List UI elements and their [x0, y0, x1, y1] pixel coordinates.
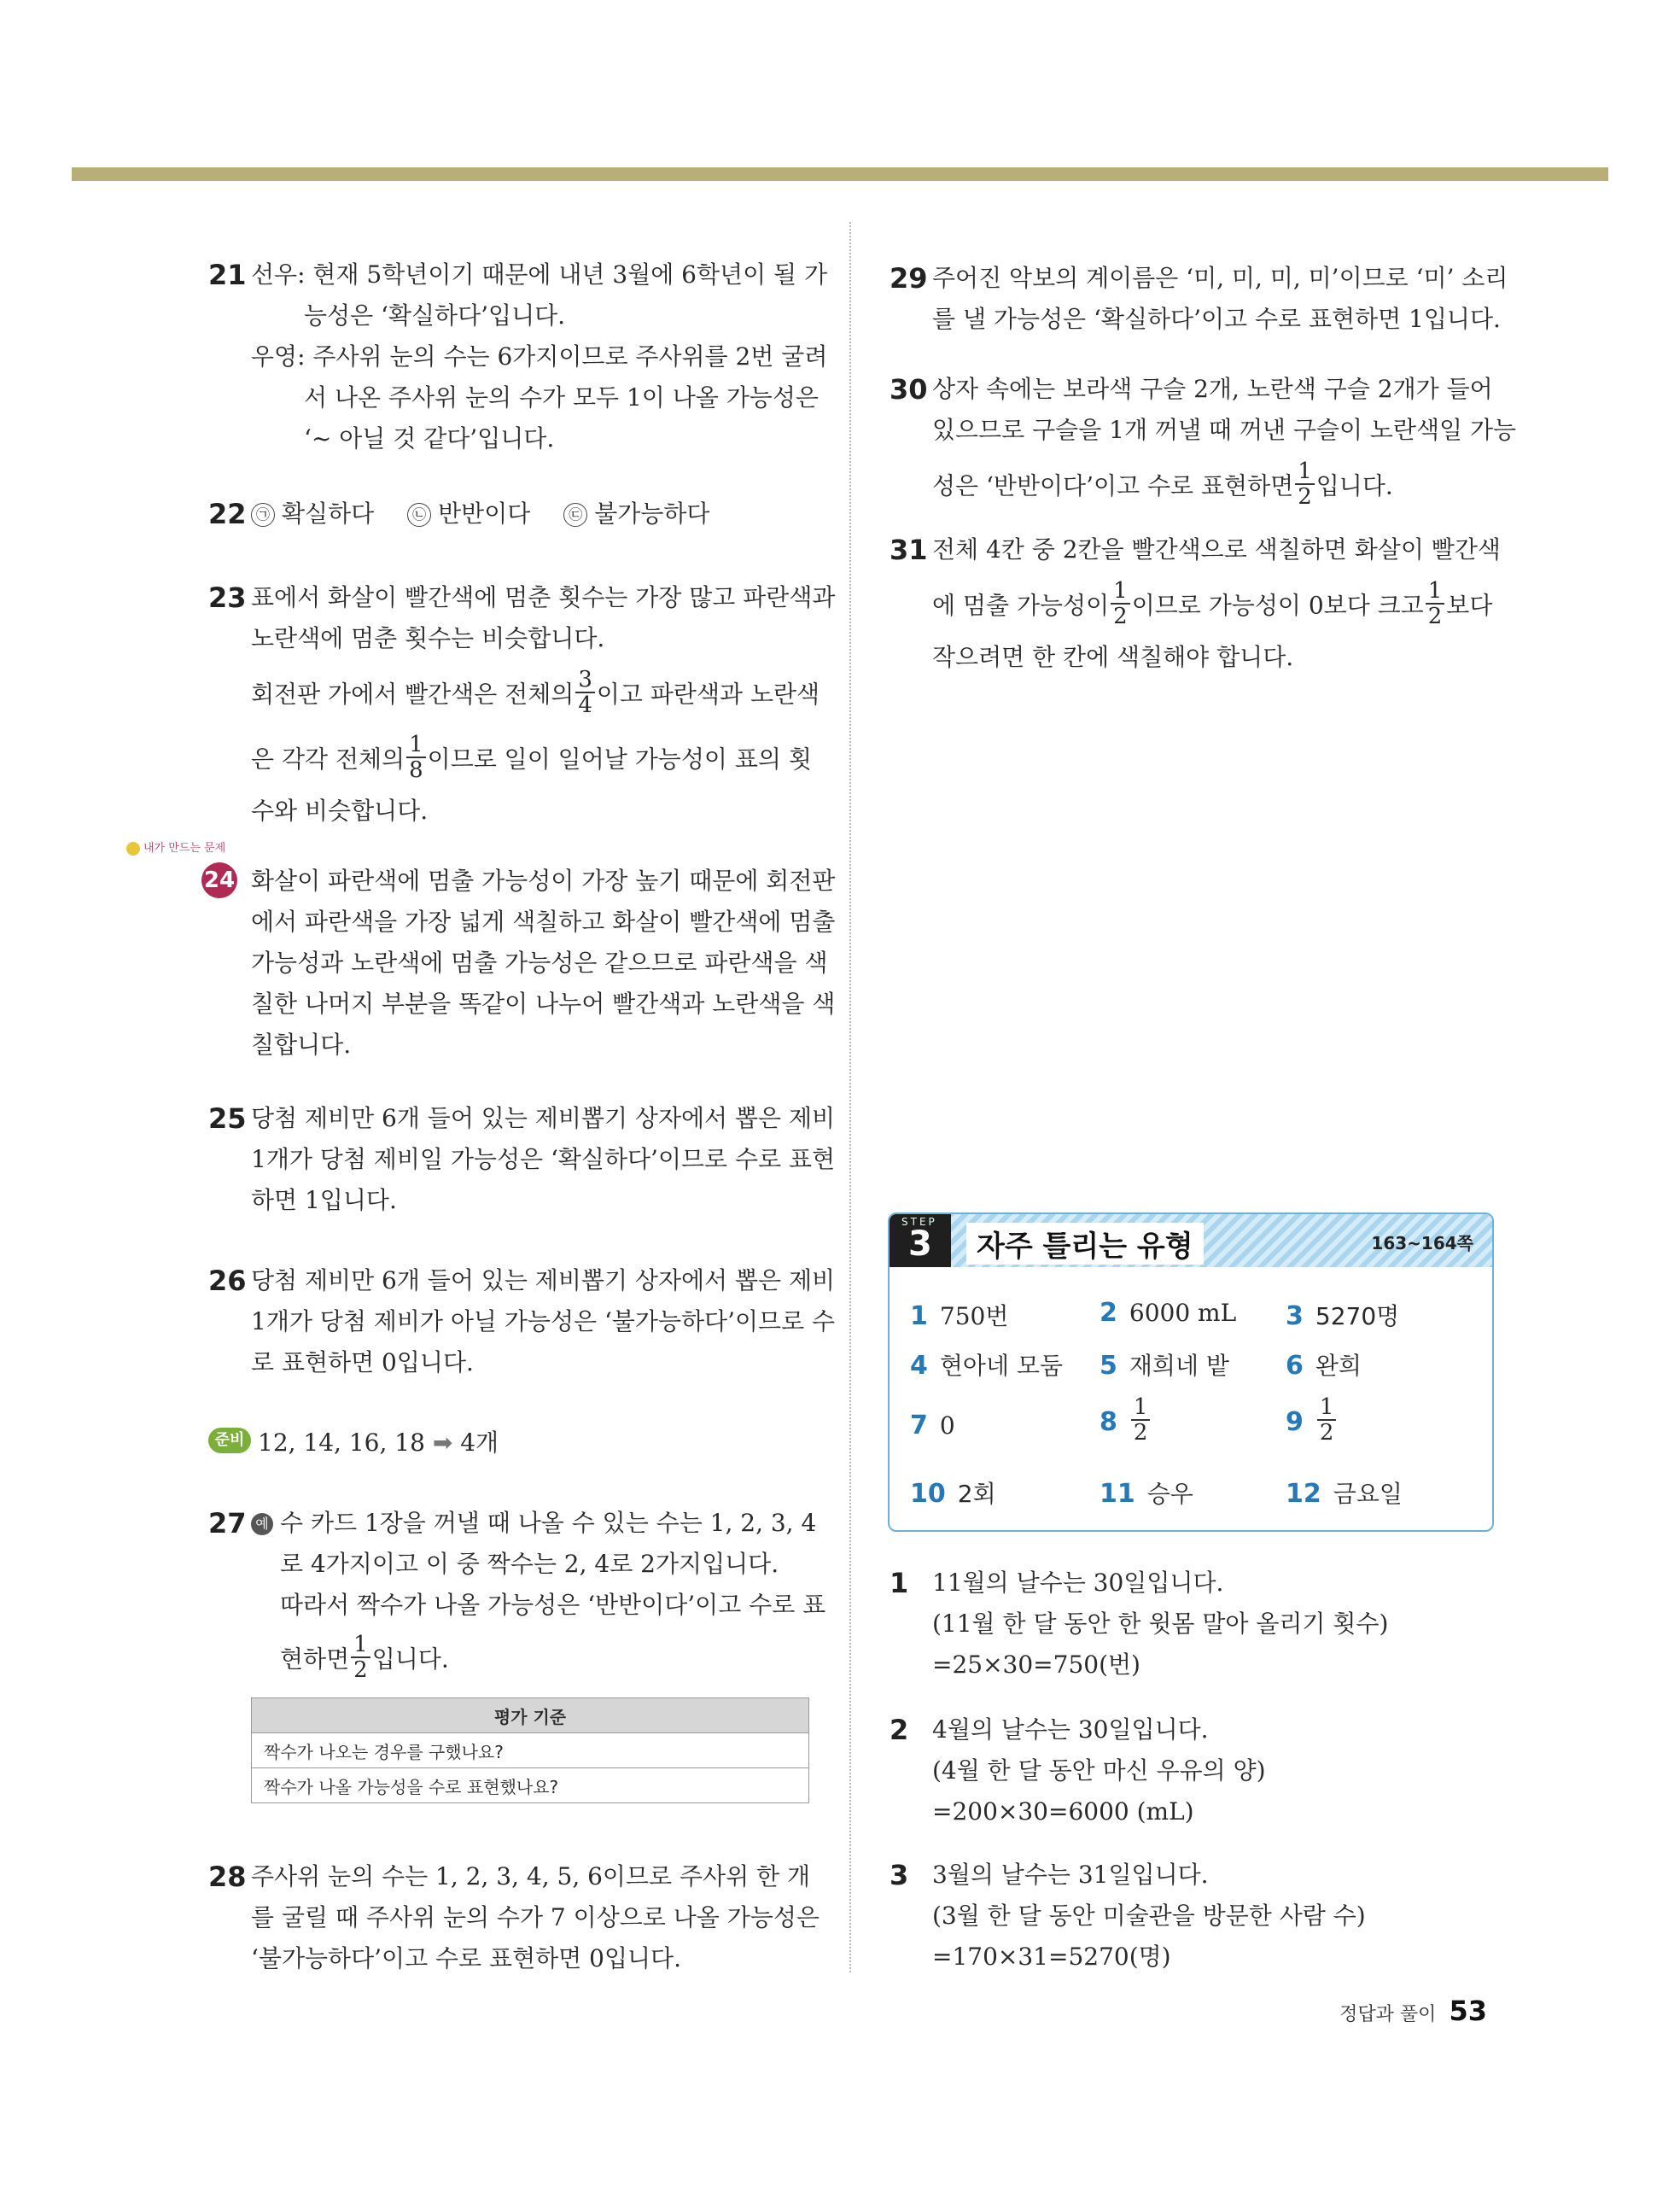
step-number: STEP 3	[890, 1214, 951, 1267]
answer-25: 25 당첨 제비만 6개 들어 있는 제비뽑기 상자에서 뽑은 제비 1개가 당첨 제비일 가능성은 ‘확실하다’이므로 수로 표현 하면 1입니다.	[208, 1102, 836, 1214]
fraction: $\frac{1}{2}$	[1317, 1395, 1337, 1445]
answer-22: 22 ㉠ 확실하다 ㉡ 반반이다 ㉢ 불가능하다	[208, 498, 710, 530]
answer-item: 5 재희네 밭	[1100, 1351, 1229, 1381]
question-badge: 24	[201, 862, 237, 898]
solution-3: 3 3월의 날수는 31일입니다. (3월 한 달 동안 미술관을 방문한 사람 수) =170×31=5270(명)	[890, 1859, 1366, 1971]
fraction: $\frac{1}{2}$	[351, 1633, 370, 1682]
step-pages: 163~164쪽	[1371, 1233, 1473, 1253]
step-title: 자주 틀리는 유형	[966, 1223, 1204, 1265]
page-footer	[1339, 1995, 1487, 2027]
answer-24: 24 화살이 파란색에 멈출 가능성이 가장 높기 때문에 회전판 에서 파란색을 가장 넓게 색칠하고 화살이 빨간색에 멈출 가능성과 노란색에 멈출 가능성은 같으므로 파란색을 색 칠한 나머지 부분을 똑같이 나누어 빨간색과 노란색을 색 칠합니다.	[208, 861, 835, 1066]
answer-item: 12 금요일	[1286, 1479, 1403, 1509]
junbi-badge: 준비	[208, 1428, 251, 1453]
example-badge: 예	[251, 1513, 273, 1535]
smile-icon	[126, 842, 140, 856]
criteria-row: 짝수가 나오는 경우를 구했나요?	[252, 1733, 809, 1768]
fraction: $\frac{3}{4}$	[575, 668, 595, 717]
junbi-answer: 준비 12, 14, 16, 18 ➡ 4개	[208, 1423, 499, 1464]
answer-item: 6 완희	[1286, 1351, 1362, 1381]
evaluation-criteria-table	[251, 1697, 809, 1803]
answer-21: 21 선우: 현재 5학년이기 때문에 내년 3월에 6학년이 될 가 능성은 ‘확실하다’입니다. 우영: 주사위 눈의 수는 6가지이므로 주사위를 2번 굴려 서 나온 주사위 눈의 수가 모두 1이 나올 가능성은 ‘~ 아닐 것 같다’입니다.	[208, 254, 827, 459]
answer-item: 2 6000 mL	[1100, 1298, 1237, 1328]
step3-answer-box	[888, 1212, 1494, 1532]
fraction: $\frac{1}{2}$	[1131, 1395, 1151, 1445]
answer-item: 1 750번	[910, 1301, 1009, 1331]
fraction: $\frac{1}{2}$	[1295, 459, 1315, 509]
answer-item: 10 2회	[910, 1479, 996, 1509]
fraction: $\frac{1}{2}$	[1111, 579, 1130, 628]
answer-item: 4 현아네 모둠	[910, 1351, 1064, 1381]
answer-27: 27 예 수 카드 1장을 꺼낼 때 나올 수 있는 수는 1, 2, 3, 4 로 4가지이고 이 중 짝수는 2, 4로 2가지입니다. 따라서 짝수가 나올 가능성은 ‘반반이다’이고 수로 표 현하면 $\frac{1}{2}$ 입니다.	[208, 1507, 826, 1683]
question-number: 21	[208, 259, 247, 291]
fraction: $\frac{1}{2}$	[1426, 579, 1445, 628]
fraction: $\frac{1}{8}$	[406, 733, 426, 782]
answer-item: 9 $\frac{1}{2}$	[1286, 1399, 1338, 1448]
answer-29: 29 주어진 악보의 계이름은 ‘미, 미, 미, 미’이므로 ‘미’ 소리 를 낼 가능성은 ‘확실하다’이고 수로 표현하면 1입니다.	[890, 262, 1508, 333]
criteria-header: 평가 기준	[252, 1698, 809, 1733]
footer-label: 정답과 풀이	[1339, 2004, 1437, 2025]
solution-2: 2 4월의 날수는 30일입니다. (4월 한 달 동안 마신 우유의 양) =200×30=6000 (mL)	[890, 1714, 1266, 1826]
answer-30: 30 상자 속에는 보라색 구슬 2개, 노란색 구슬 2개가 들어 있으므로 구슬을 1개 꺼낼 때 꺼낸 구슬이 노란색일 가능 성은 ‘반반이다’이고 수로 표현하면 $\frac{1}{2}$ 입니다.	[890, 373, 1517, 510]
answer-item: 8 $\frac{1}{2}$	[1100, 1399, 1152, 1448]
answer-item: 11 승우	[1100, 1479, 1193, 1509]
criteria-row: 짝수가 나올 가능성을 수로 표현했나요?	[252, 1768, 809, 1803]
step-header	[890, 1214, 1492, 1267]
answer-item: 3 5270명	[1286, 1301, 1400, 1331]
my-problem-mark: 내가 만드는 문제	[126, 838, 225, 856]
answer-28: 28 주사위 눈의 수는 1, 2, 3, 4, 5, 6이므로 주사위 한 개 를 굴릴 때 주사위 눈의 수가 7 이상으로 나올 가능성은 ‘불가능하다’이고 수로 표현하면 0입니다.	[208, 1861, 820, 1972]
solution-1: 1 11월의 날수는 30일입니다. (11월 한 달 동안 한 윗몸 말아 올리기 횟수) =25×30=750(번)	[890, 1567, 1389, 1679]
answer-26: 26 당첨 제비만 6개 들어 있는 제비뽑기 상자에서 뽑은 제비 1개가 당첨 제비가 아닐 가능성은 ‘불가능하다’이므로 수 로 표현하면 0입니다.	[208, 1265, 836, 1376]
answer-23: 23 표에서 화살이 빨간색에 멈춘 횟수는 가장 많고 파란색과 노란색에 멈춘 횟수는 비슷합니다. 회전판 가에서 빨간색은 전체의 $\frac{3}{4}$ 이고 파란색과 노란색 은 각각 전체의 $\frac{1}{8}$ 이므로 일이 일어날 가능성이 표의 횟 수와 비슷합니다.	[208, 581, 836, 825]
answer-item: 7 0	[910, 1411, 955, 1440]
answer-31: 31 전체 4칸 중 2칸을 빨간색으로 색칠하면 화살이 빨간색 에 멈출 가능성이 $\frac{1}{2}$ 이므로 가능성이 0보다 크고 $\frac{1}{2}$ 보다 작으려면 한 칸에 색칠해야 합니다.	[890, 534, 1501, 671]
arrow-icon: ➡	[432, 1429, 453, 1457]
column-divider	[849, 222, 851, 1972]
page-number: 53	[1449, 1995, 1487, 2027]
top-rule	[72, 167, 1608, 181]
